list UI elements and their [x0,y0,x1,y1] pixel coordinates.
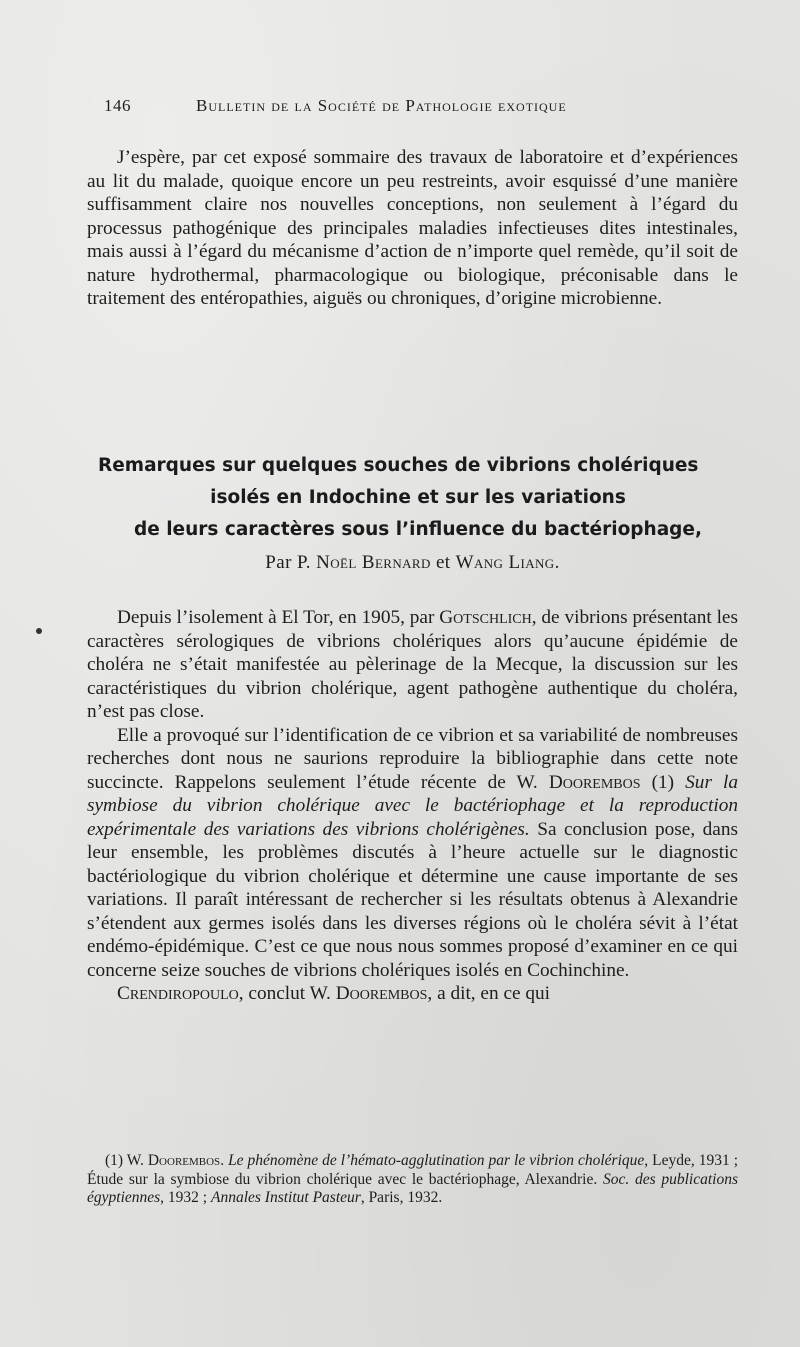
author-bernard: Noël Bernard [316,552,431,573]
byline-join: et [435,552,451,573]
byline [87,552,738,574]
footnote [87,1152,738,1208]
paragraph-3-text-b: , a dit, en ce qui [427,983,551,1004]
footnote-text [87,1152,738,1208]
author-doorembos: Doorembos [548,771,641,793]
paragraph-2-text-a: Elle a provoqué sur l’identification de ce vibrion et sa variabilité de nombreuses recherches dont nous ne saurions reproduire la bibliographie dans cette note succincte. Rappelons seulement l’étude récente de W. [87,724,738,793]
footnote-text-d: , 1932 ; [160,1189,211,1206]
cited-work-title: Sur la symbiose du vibrion cholérique avec le bactériophage et la reproduction expérimentale des variations des vibrions cholérigènes. [87,771,738,840]
intro-section [87,146,738,311]
page-number: 146 [104,96,131,115]
footnote-journal: Annales Institut Pasteur [210,1189,361,1206]
footnote-text-c: , Leyde, 1931 ; Étude sur la symbiose du vibrion cholérique avec le bactériophage, Alexandrie. [87,1152,739,1188]
footnote-text-a: (1) W. [105,1152,148,1169]
article-title-line-2: isolés en Indochine et sur les variations [210,487,626,508]
paragraph-2 [87,724,738,983]
margin-dot [36,628,42,634]
running-head [104,96,664,116]
footnote-text-e: , Paris, 1932. [360,1189,443,1206]
article-title [98,450,738,546]
footnote-title-1: Le phénomène de l’hémato-agglutination par le vibrion cholérique [228,1152,645,1169]
article-title-line-1: Remarques sur quelques souches de vibrions cholériques [98,455,699,476]
article-body [87,606,738,1006]
byline-prefix: Par P. [265,552,311,573]
intro-paragraph: J’espère, par cet exposé sommaire des travaux de laboratoire et d’expériences au lit du malade, quoique encore un peu restreints, avoir esquissé d’une manière suffisamment claire nos nouvelles conceptions, non seulement à l’égard du processus pathogénique des principales maladies infectieuses dites intestinales, mais aussi à l’égard du mécanisme d’action de n’importe quel remède, qu’il soit de nature hydrothermal, pharmacologique ou biologique, préconisable dans le traitement des entéropathies, aiguës ou chroniques, d’origine microbienne. [87,147,738,309]
author-crendiropoulo: Crendiropoulo [117,983,239,1004]
paragraph-1-text-a: Depuis l’isolement à El Tor, en 1905, par [117,607,440,628]
paragraph-2-text-b: Sa conclusion pose, dans leur ensemble, les problèmes discutés à l’heure actuelle sur le diagnostic bactériologique du vibrion cholérique et détermine une cause importante de ses variations. Il paraît intéressant de rechercher si les résultats obtenus à Alexandrie s’étendent aux germes isolés dans les diverses régions où le choléra sévit à l’état endémo-épidémique. C’est ce que nous nous sommes proposé d’examiner en ce qui concerne seize souches de vibrions cholériques isolés en Cochinchine. [87,818,738,981]
footnote-reference: (1) [640,771,686,793]
paragraph-3-text-a: , conclut W. [238,983,336,1004]
paragraph-1 [87,606,738,724]
journal-title: Bulletin de la Société de Pathologie exotique [196,96,567,115]
footnote-publisher: Soc. des publications égyptiennes [87,1170,738,1206]
author-doorembos-2: Doorembos [335,983,428,1004]
paragraph-1-text-b: , de vibrions présentant les caractères sérologiques de vibrions cholériques alors qu’aucune épidémie de choléra ne s’était manifestée au pèlerinage de la Mecque, la discussion sur les caractéristiques du vibrion cholérique, agent pathogène authentique du choléra, n’est pas close. [87,607,738,722]
author-wang: Wang Liang. [455,552,560,573]
article-title-line-3: de leurs caractères sous l’influence du bactériophage, [133,519,702,540]
author-gotschlich: Gotschlich [439,607,532,628]
footnote-author: Doorembos [147,1152,221,1169]
footnote-text-b: . [220,1152,229,1169]
paragraph-3 [87,982,738,1006]
